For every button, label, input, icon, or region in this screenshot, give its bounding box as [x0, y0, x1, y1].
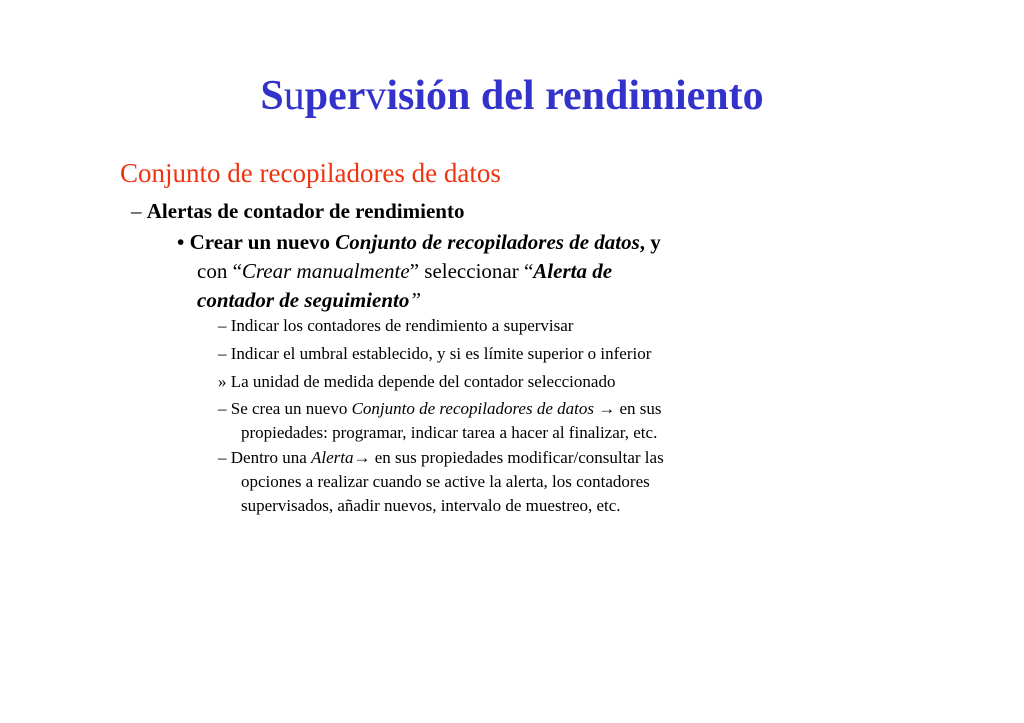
item-dentro-alerta-d: opciones a realizar cuando se active la alerta, los contadores — [241, 472, 650, 491]
slide-title-part: v — [365, 73, 387, 119]
level2-text-b: Conjunto de recopiladores de datos — [335, 230, 640, 254]
slide-title-part: S — [260, 73, 284, 119]
item-dentro-alerta-e: supervisados, añadir nuevos, intervalo de muestreo, etc. — [241, 496, 621, 515]
item-se-crea-c: → en sus — [593, 399, 662, 418]
slide-title-part: per — [304, 73, 366, 119]
item-dentro-alerta-b: Alerta — [311, 448, 354, 467]
item-unidad-medida-text: » La unidad de medida depende del contador seleccionado — [218, 372, 616, 391]
subtitle: Conjunto de recopiladores de datos — [120, 158, 501, 188]
level2-text-h: contador de seguimiento — [197, 288, 410, 312]
item-unidad-medida — [218, 370, 818, 394]
level2-text-e: Crear manualmente — [241, 259, 410, 283]
level2-text-g: Alerta de — [533, 259, 613, 283]
item-indicar-umbral: – Indicar el umbral establecido, y si es límite superior o inferior — [218, 344, 652, 363]
item-dentro-alerta-c: → en sus propiedades modificar/consultar las — [353, 448, 664, 467]
level1-text: Alertas de contador de rendimiento — [146, 199, 465, 223]
item-se-crea-a: – Se crea un nuevo — [218, 399, 352, 418]
item-se-crea — [218, 397, 818, 445]
slide-title-part: isión del rendimiento — [386, 73, 764, 119]
level2-text-i: ” — [409, 288, 422, 312]
level2-line2 — [177, 257, 817, 286]
level1-bullet — [131, 197, 464, 225]
level1-dash: – — [131, 199, 147, 223]
item-se-crea-b: Conjunto de recopiladores de datos — [351, 399, 594, 418]
level2-text-a: • Crear un nuevo — [177, 230, 336, 254]
level2-text-d: con “ — [197, 259, 242, 283]
level2-bullet — [177, 228, 817, 315]
level2-text-f: ” seleccionar “ — [409, 259, 534, 283]
level2-text-c: , y — [639, 230, 661, 254]
slide-title-part: u — [283, 73, 305, 119]
item-se-crea-d: propiedades: programar, indicar tarea a hacer al finalizar, etc. — [241, 423, 658, 442]
slide-title — [0, 70, 1024, 122]
item-dentro-alerta — [218, 446, 818, 518]
level2-line3 — [177, 286, 817, 315]
item-dentro-alerta-a: – Dentro una — [218, 448, 312, 467]
item-indicar-contadores: – Indicar los contadores de rendimiento a supervisar — [218, 316, 574, 335]
